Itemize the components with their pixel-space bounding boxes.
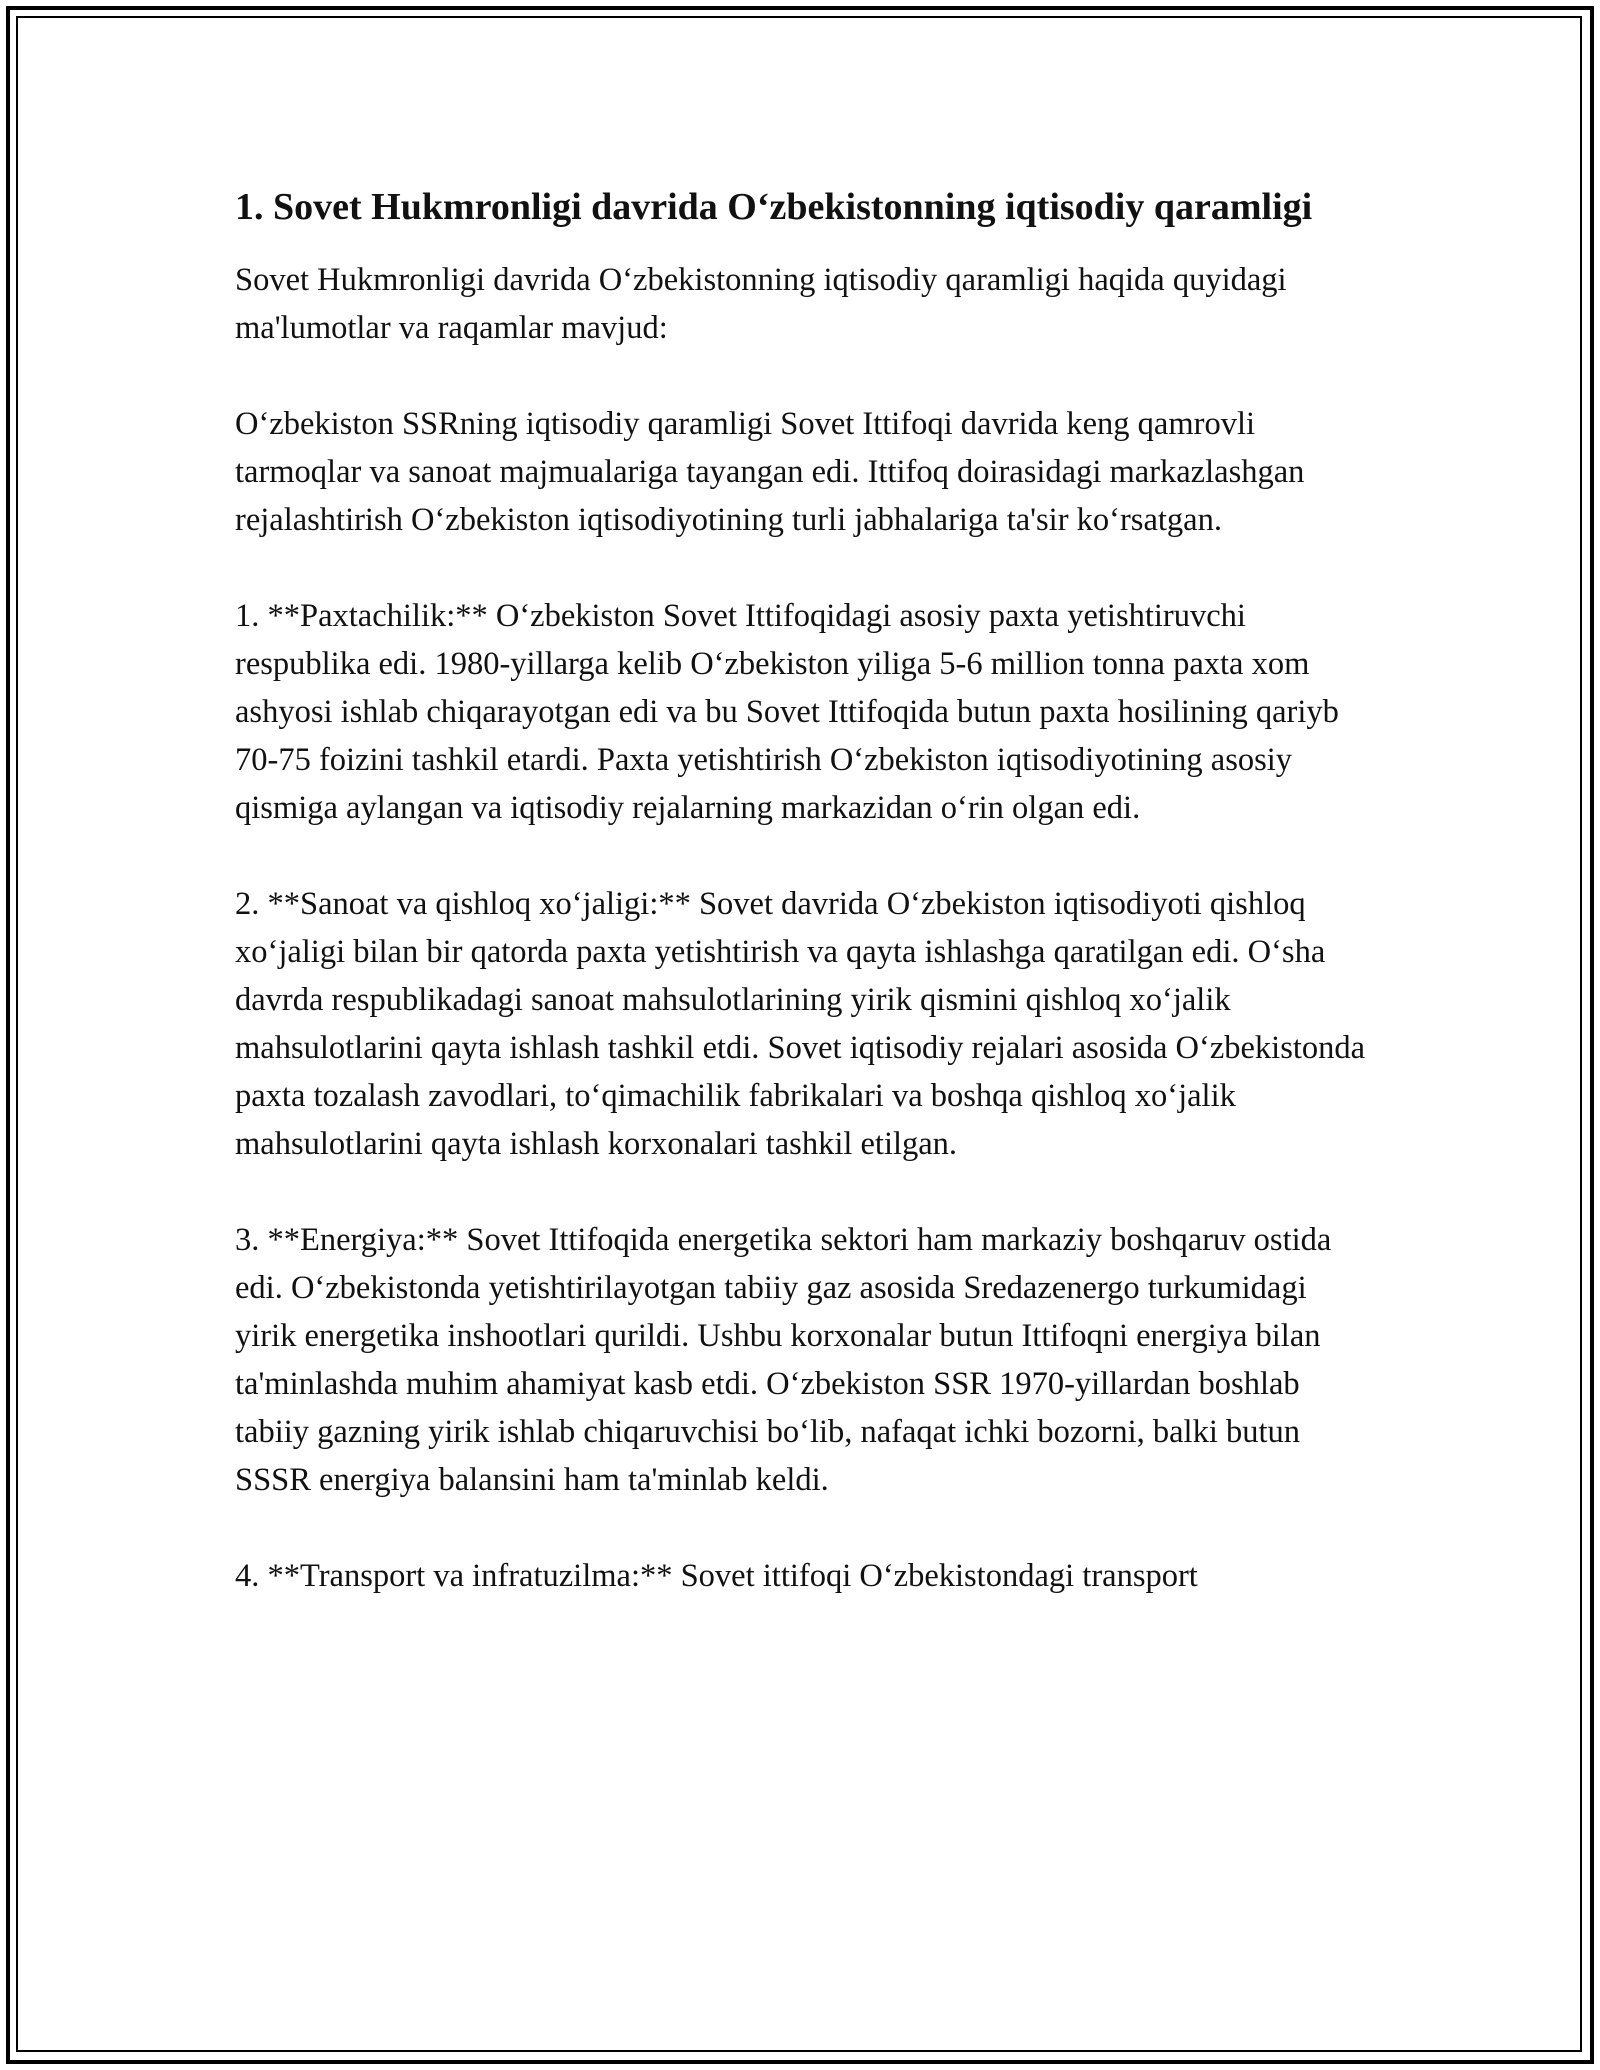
paragraph-transport: 4. **Transport va infratuzilma:** Sovet ittifoqi O‘zbekistondagi transport [235,1558,1198,1594]
paragraph-overview: O‘zbekiston SSRning iqtisodiy qaramligi Sovet Ittifoqi davrida keng qamrovli tarmoqlar va sanoat majmualariga tayangan edi. Ittifoq doirasidagi markazlashgan rejalashtirish O‘zbekiston iqtisodiyotining turli jabhalariga ta'sir ko‘rsatgan. [235,406,1305,538]
paragraph-intro: Sovet Hukmronligi davrida O‘zbekistonning iqtisodiy qaramligi haqida quyidagi ma'lumotlar va raqamlar mavjud: [235,262,1287,346]
paragraph-cotton: 1. **Paxtachilik:** O‘zbekiston Sovet Ittifoqidagi asosiy paxta yetishtiruvchi respublika edi. 1980-yillarga kelib O‘zbekiston yiliga 5-6 million tonna paxta xom ashyosi ishlab chiqarayotgan edi va bu Sovet Ittifoqida butun paxta hosilining qariyb 70-75 foizini tashkil etardi. Paxta yetishtirish O‘zbekiston iqtisodiyotining asosiy qismiga aylangan va iqtisodiy rejalarning markazidan o‘rin olgan edi. [235,598,1339,826]
paragraph-energy: 3. **Energiya:** Sovet Ittifoqida energetika sektori ham markaziy boshqaruv ostida edi. O‘zbekistonda yetishtirilayotgan tabiiy gaz asosida Sredazenergo turkumidagi yirik energetika inshootlari qurildi. Ushbu korxonalar butun Ittifoqni energiya bilan ta'minlashda muhim ahamiyat kasb etdi. O‘zbekiston SSR 1970-yillardan boshlab tabiiy gazning yirik ishlab chiqaruvchisi bo‘lib, nafaqat ichki bozorni, balki butun SSSR energiya balansini ham ta'minlab keldi. [235,1222,1332,1498]
document-title: 1. Sovet Hukmronligi davrida O‘zbekistonning iqtisodiy qaramligi [235,186,1313,228]
document-body [235,180,1375,1600]
paragraph-industry: 2. **Sanoat va qishloq xo‘jaligi:** Sovet davrida O‘zbekiston iqtisodiyoti qishloq xo‘jaligi bilan bir qatorda paxta yetishtirish va qayta ishlashga qaratilgan edi. O‘sha davrda respublikadagi sanoat mahsulotlarining yirik qismini qishloq xo‘jalik mahsulotlarini qayta ishlash tashkil etdi. Sovet iqtisodiy rejalari asosida O‘zbekistonda paxta tozalash zavodlari, to‘qimachilik fabrikalari va boshqa qishloq xo‘jalik mahsulotlarini qayta ishlash korxonalari tashkil etilgan. [235,886,1366,1162]
